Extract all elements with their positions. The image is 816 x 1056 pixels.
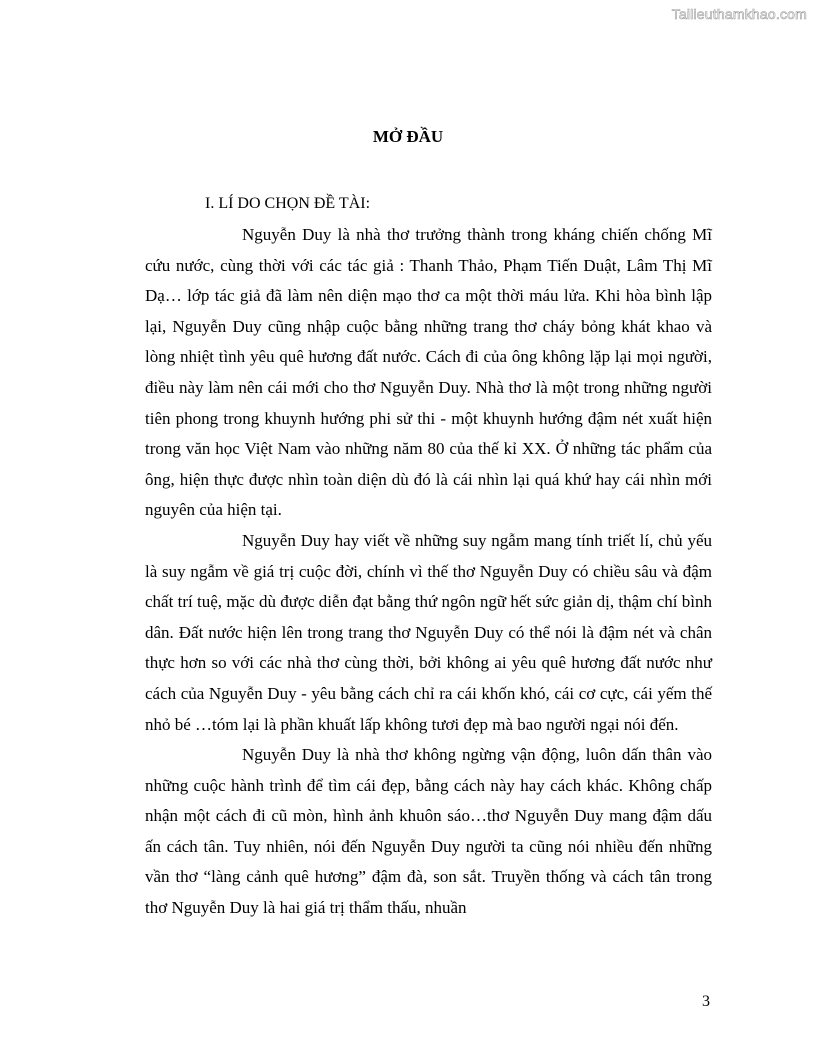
watermark: Tailieuthamkhao.com <box>671 6 807 22</box>
paragraph-1: Nguyễn Duy là nhà thơ trưởng thành trong kháng chiến chống Mĩ cứu nước, cùng thời với các tác giả : Thanh Thảo, Phạm Tiến Duật, Lâm Thị Mĩ Dạ… lớp tác giả đã làm nên diện mạo thơ ca một thời máu lửa. Khi hòa bình lập lại, Nguyễn Duy cũng nhập cuộc bằng những trang thơ cháy bỏng khát khao và lòng nhiệt tình yêu quê hương đất nước. Cách đi của ông không lặp lại mọi người, điều này làm nên cái mới cho thơ Nguyễn Duy. Nhà thơ là một trong những người tiên phong trong khuynh hướng phi sử thi - một khuynh hướng đậm nét xuất hiện trong văn học Việt Nam vào những năm 80 của thế kỉ XX. Ở những tác phẩm của ông, hiện thực được nhìn toàn diện dù đó là cái nhìn lại quá khứ hay cái nhìn mới nguyên của hiện tại. <box>145 225 712 520</box>
body-text <box>145 220 712 924</box>
page-number: 3 <box>702 993 710 1010</box>
paragraph-2: Nguyễn Duy hay viết về những suy ngẫm mang tính triết lí, chủ yếu là suy ngẫm về giá trị cuộc đời, chính vì thế thơ Nguyễn Duy có chiều sâu và đậm chất trí tuệ, mặc dù được diễn đạt bằng thứ ngôn ngữ hết sức giản dị, thậm chí bình dân. Đất nước hiện lên trong trang thơ Nguyễn Duy có thể nói là đậm nét và chân thực hơn so với các nhà thơ cùng thời, bởi không ai yêu quê hương đất nước như cách của Nguyễn Duy - yêu bằng cách chỉ ra cái khốn khó, cái cơ cực, cái yếm thế nhỏ bé …tóm lại là phần khuất lấp không tươi đẹp mà bao người ngại nói đến. <box>145 530 712 734</box>
section-heading: I. LÍ DO CHỌN ĐỀ TÀI: <box>205 195 371 212</box>
paragraph-3: Nguyễn Duy là nhà thơ không ngừng vận động, luôn dấn thân vào những cuộc hành trình để tìm cái đẹp, bằng cách này hay cách khác. Không chấp nhận một cách đi cũ mòn, hình ảnh khuôn sáo…thơ Nguyễn Duy mang đậm dấu ấn cách tân. Tuy nhiên, nói đến Nguyễn Duy người ta cũng nói nhiều đến những vần thơ “làng cảnh quê hương” đậm đà, son sắt. Truyền thống và cách tân trong thơ Nguyễn Duy là hai giá trị thẩm thấu, nhuần <box>145 745 712 918</box>
page-title: MỞ ĐẦU <box>372 127 444 146</box>
